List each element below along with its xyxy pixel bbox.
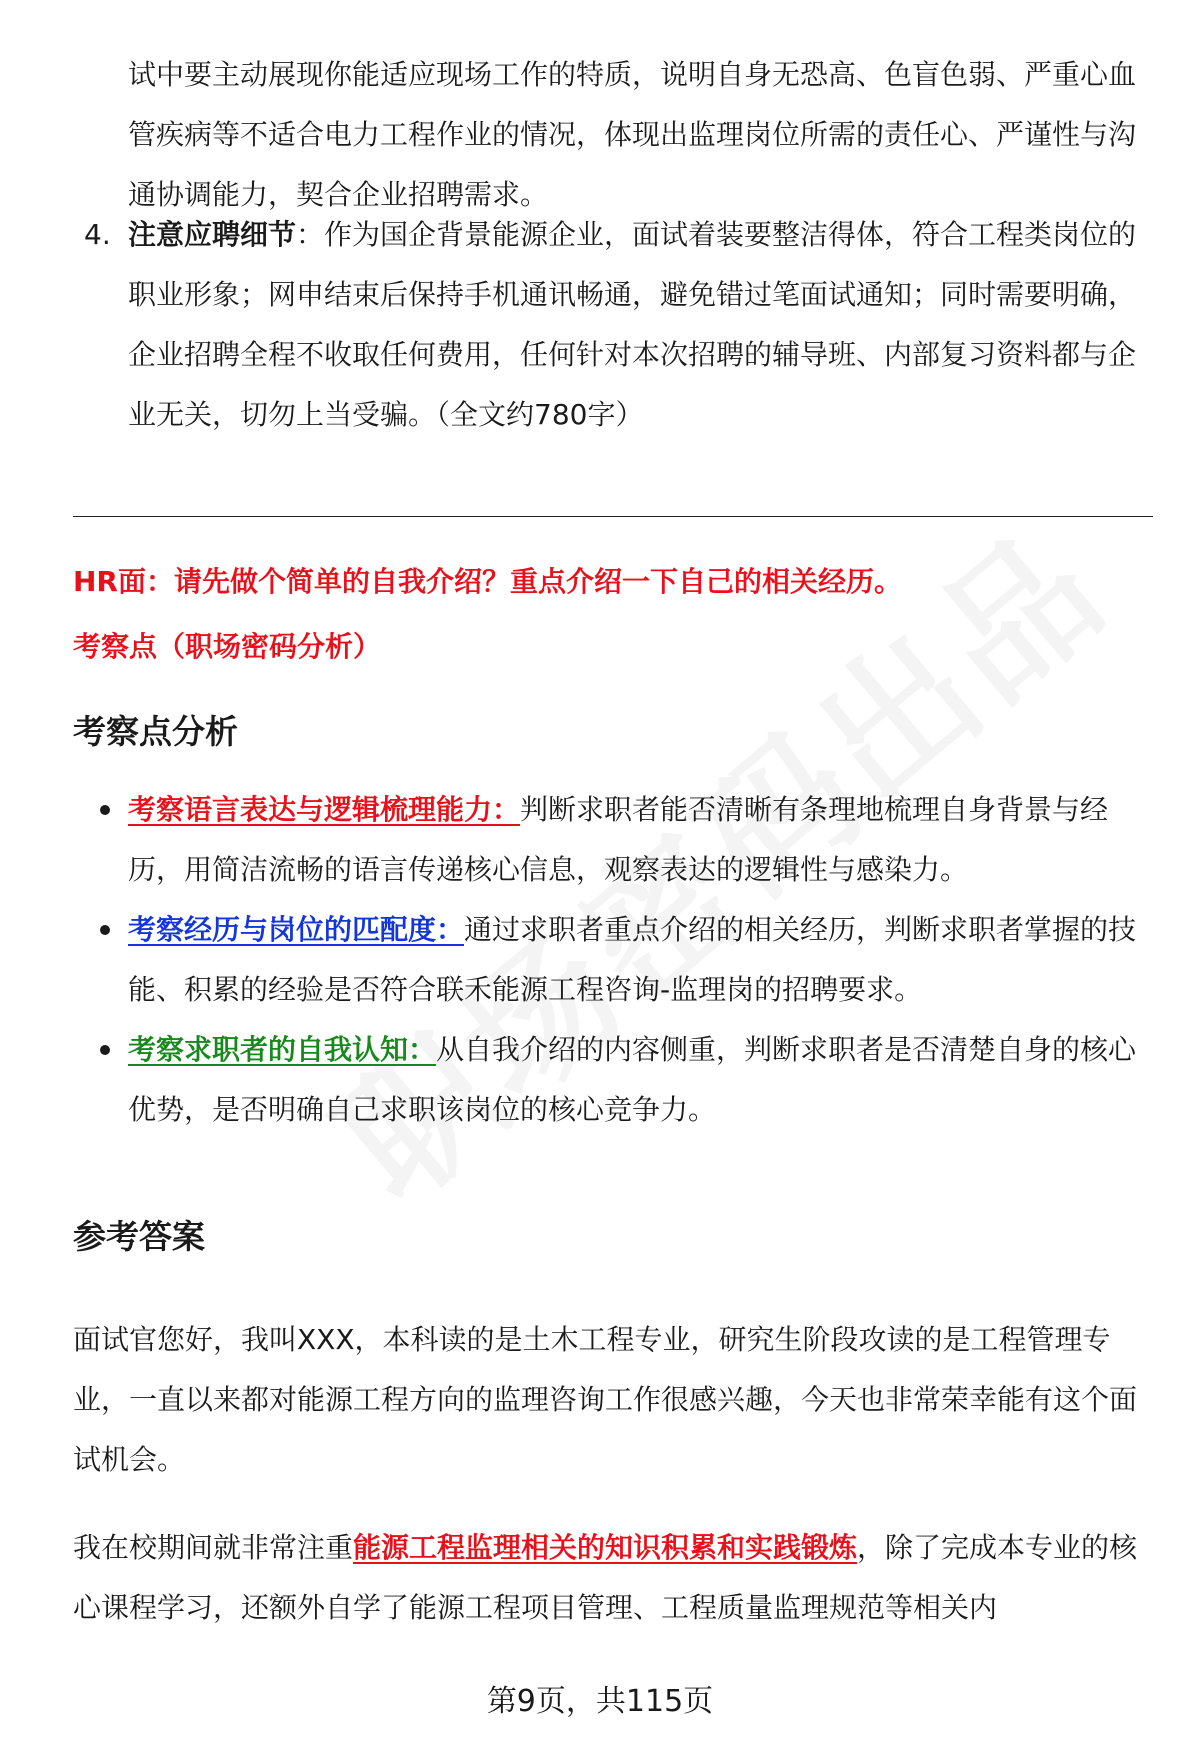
intro-continuation: 试中要主动展现你能适应现场工作的特质，说明自身无恐高、色盲色弱、严重心血管疾病等不适合电力工程作业的情况，体现出监理岗位所需的责任心、严谨性与沟通协调能力，契合企业招聘需求。	[128, 58, 1137, 211]
bullet-icon	[100, 1045, 110, 1055]
page-footer: 第9页，共115页	[486, 1684, 714, 1719]
analysis-item-title: 考察经历与岗位的匹配度：	[128, 913, 465, 946]
analysis-item-body: 通过求职者重点介绍的相关经历，判断求职者掌握的技能、积累的经验是否符合联禾能源工程咨询-监理岗的招聘要求。	[128, 913, 1137, 1006]
answer-paragraph-1: 面试官您好，我叫XXX，本科读的是土木工程专业，研究生阶段攻读的是工程管理专业，一直以来都对能源工程方向的监理咨询工作很感兴趣，今天也非常荣幸能有这个面试机会。	[73, 1323, 1138, 1476]
list-item-title: 注意应聘细节	[128, 218, 297, 251]
analysis-item-title: 考察语言表达与逻辑梳理能力：	[128, 793, 521, 826]
divider	[73, 516, 1153, 517]
answer-text: 我在校期间就非常注重	[73, 1531, 354, 1564]
analysis-item	[128, 900, 1148, 1020]
list-item-body: ：作为国企背景能源企业，面试着装要整洁得体，符合工程类岗位的职业形象；网申结束后保持手机通讯畅通，避免错过笔面试通知；同时需要明确，企业招聘全程不收取任何费用，任何针对本次招聘的辅导班、内部复习资料都与企业无关，切勿上当受骗。（全文约780字）	[128, 218, 1137, 431]
interview-question: HR面：请先做个简单的自我介绍？重点介绍一下自己的相关经历。	[73, 565, 902, 598]
list-item-4	[128, 205, 1148, 445]
bullet-icon	[100, 925, 110, 935]
answer-heading: 参考答案	[73, 1217, 205, 1256]
analysis-item-title: 考察求职者的自我认知：	[128, 1033, 437, 1066]
answer-paragraph-2	[73, 1518, 1153, 1638]
answer-text: ，除了完成本专业的核心课程学习，还额外自学了能源工程项目管理、工程质量监理规范等相关内	[73, 1531, 1138, 1624]
analysis-heading: 考察点分析	[73, 712, 238, 751]
list-number: 4.	[84, 218, 111, 251]
focus-label: 考察点（职场密码分析）	[73, 630, 382, 663]
answer-highlight: 能源工程监理相关的知识积累和实践锻炼	[353, 1531, 858, 1564]
analysis-item-body: 从自我介绍的内容侧重，判断求职者是否清楚自身的核心优势，是否明确自己求职该岗位的核心竞争力。	[128, 1033, 1137, 1126]
analysis-item	[128, 1020, 1148, 1140]
bullet-icon	[100, 805, 110, 815]
analysis-item-body: 判断求职者能否清晰有条理地梳理自身背景与经历，用简洁流畅的语言传递核心信息，观察表达的逻辑性与感染力。	[128, 793, 1109, 886]
analysis-item	[128, 780, 1148, 900]
